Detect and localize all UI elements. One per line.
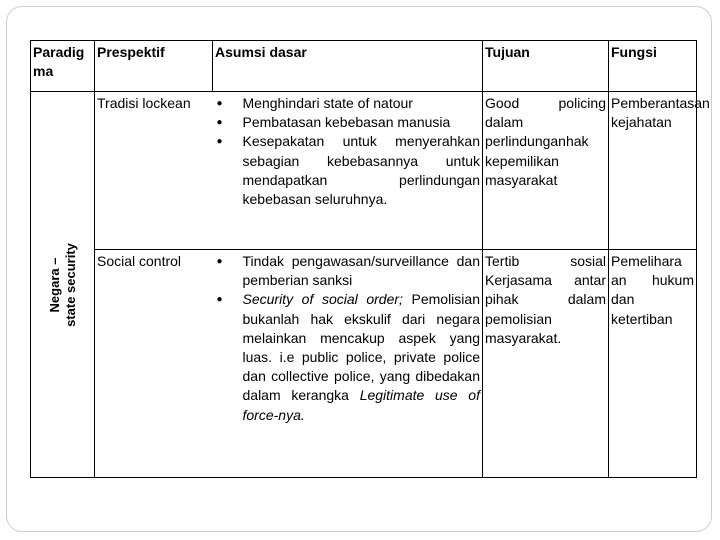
paradigm-table xyxy=(30,40,710,478)
list-item: ● Menghindari state of natour xyxy=(215,94,481,113)
perspektif-cell: Social control xyxy=(95,250,213,478)
paradigm-label-line-1: Negara – xyxy=(46,257,62,312)
paradigm-cell xyxy=(31,92,95,478)
bullet-icon: ● xyxy=(216,256,223,267)
list-item: ● Security of social order; Pemolisian bukanlah hak ekskulif dari negara melainkan mencakup aspek yang luas. i.e public police, private police dan collective police, yang dibedakan dalam kerangka Legitimate use of force-nya. xyxy=(216,291,480,423)
asumsi-cell xyxy=(213,250,483,478)
bullet-icon: ● xyxy=(216,98,223,109)
tujuan-cell: Good policing dalam perlindunganhak kepemilikan masyarakat xyxy=(483,92,609,250)
bullet-icon: ● xyxy=(216,136,223,148)
asumsi-list xyxy=(215,252,481,425)
paradigm-label-line-2: state security xyxy=(62,242,78,327)
bullet-icon: ● xyxy=(216,117,223,129)
tujuan-cell: Tertib sosial Kerjasama antar pihak dalam pemolisian masyarakat. xyxy=(483,250,609,478)
header-perspektif: Prespektif xyxy=(95,41,213,92)
list-item: ● Kesepakatan untuk menyerahkan sebagian kebebasannya untuk mendapatkan perlindungan kebebasan seluruhnya. xyxy=(216,133,480,208)
perspektif-cell: Tradisi lockean xyxy=(95,92,213,250)
list-item: ● Pembatasan kebebasan manusia xyxy=(215,113,481,132)
table-row xyxy=(31,250,697,478)
header-tujuan: Tujuan xyxy=(483,41,609,92)
bullet-icon: ● xyxy=(216,294,223,306)
header-row xyxy=(31,41,697,92)
header-fungsi: Fungsi xyxy=(609,41,697,92)
table-row xyxy=(31,92,697,250)
header-asumsi: Asumsi dasar xyxy=(213,41,483,92)
fungsi-cell: Pemberantasan kejahatan xyxy=(609,92,697,250)
list-item: ● Tindak pengawasan/surveillance dan pemberian sanksi xyxy=(216,253,480,289)
asumsi-list xyxy=(215,94,481,209)
header-paradigma: Paradig ma xyxy=(31,41,95,92)
asumsi-cell xyxy=(213,92,483,250)
fungsi-cell: Pemelihara an hukum dan ketertiban xyxy=(609,250,697,478)
paradigm-label xyxy=(47,243,79,327)
